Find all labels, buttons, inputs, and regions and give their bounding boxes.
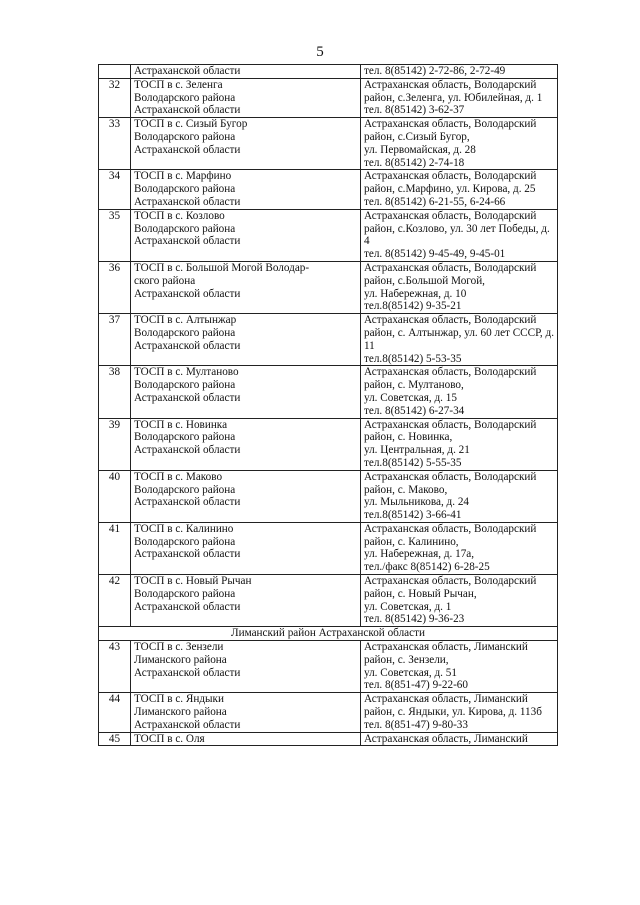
row-number: 39	[99, 418, 131, 470]
office-name: ТОСП в с. Зензели Лиманского района Астраханской области	[131, 641, 361, 693]
office-name: ТОСП в с. Мултаново Володарского района Астраханской области	[131, 366, 361, 418]
office-address: Астраханская область, Володарский район, с. Новый Рычан, ул. Советская, д. 1 тел. 8(85142) 9-36-23	[361, 575, 558, 627]
office-name: ТОСП в с. Марфино Володарского района Астраханской области	[131, 170, 361, 209]
office-address: Астраханская область, Лиманский район, с. Зензели, ул. Советская, д. 51 тел. 8(851-47) 9-22-60	[361, 641, 558, 693]
registry-table	[98, 64, 558, 746]
row-number: 38	[99, 366, 131, 418]
row-number: 37	[99, 314, 131, 366]
office-name: ТОСП в с. Калинино Володарского района Астраханской области	[131, 522, 361, 574]
office-address: Астраханская область, Володарский район, с.Зеленга, ул. Юбилейная, д. 1 тел. 8(85142) 3-62-37	[361, 78, 558, 117]
office-address: Астраханская область, Володарский район, с.Марфино, ул. Кирова, д. 25 тел. 8(85142) 6-21-55, 6-24-66	[361, 170, 558, 209]
office-address: Астраханская область, Володарский район, с. Калинино, ул. Набережная, д. 17а, тел./факс 8(85142) 6-28-25	[361, 522, 558, 574]
office-address: Астраханская область, Володарский район, с.Козлово, ул. 30 лет Победы, д. 4 тел. 8(85142) 9-45-49, 9-45-01	[361, 209, 558, 261]
table-row	[99, 78, 558, 117]
table-row	[99, 641, 558, 693]
office-address: Астраханская область, Володарский район, с. Алтынжар, ул. 60 лет СССР, д. 11 тел.8(85142) 5-53-35	[361, 314, 558, 366]
office-address: Астраханская область, Володарский район, с.Большой Могой, ул. Набережная, д. 10 тел.8(85142) 9-35-21	[361, 261, 558, 313]
registry-table-body	[99, 65, 558, 746]
row-number: 32	[99, 78, 131, 117]
office-address: Астраханская область, Володарский район, с.Сизый Бугор, ул. Первомайская, д. 28 тел. 8(85142) 2-74-18	[361, 118, 558, 170]
office-name: ТОСП в с. Яндыки Лиманского района Астраханской области	[131, 693, 361, 732]
table-row	[99, 261, 558, 313]
row-number: 35	[99, 209, 131, 261]
row-number	[99, 65, 131, 79]
row-number: 43	[99, 641, 131, 693]
table-row	[99, 575, 558, 627]
row-number: 33	[99, 118, 131, 170]
row-number: 42	[99, 575, 131, 627]
page-number: 5	[316, 44, 324, 60]
office-address: тел. 8(85142) 2-72-86, 2-72-49	[361, 65, 558, 79]
table-row	[99, 470, 558, 522]
office-address: Астраханская область, Володарский район, с. Маково, ул. Мыльникова, д. 24 тел.8(85142) 3-66-41	[361, 470, 558, 522]
office-address: Астраханская область, Лиманский район, с. Яндыки, ул. Кирова, д. 113б тел. 8(851-47) 9-80-33	[361, 693, 558, 732]
office-address: Астраханская область, Володарский район, с. Новинка, ул. Центральная, д. 21 тел.8(85142) 5-55-35	[361, 418, 558, 470]
office-name: Астраханской области	[131, 65, 361, 79]
table-row	[99, 366, 558, 418]
table-row	[99, 693, 558, 732]
section-row	[99, 627, 558, 641]
row-number: 44	[99, 693, 131, 732]
office-name: ТОСП в с. Оля	[131, 732, 361, 746]
row-number: 34	[99, 170, 131, 209]
office-name: ТОСП в с. Маково Володарского района Астраханской области	[131, 470, 361, 522]
office-address: Астраханская область, Лиманский	[361, 732, 558, 746]
row-number: 40	[99, 470, 131, 522]
office-name: ТОСП в с. Зеленга Володарского района Астраханской области	[131, 78, 361, 117]
table-row	[99, 65, 558, 79]
row-number: 45	[99, 732, 131, 746]
row-number: 36	[99, 261, 131, 313]
office-name: ТОСП в с. Алтынжар Володарского района Астраханской области	[131, 314, 361, 366]
office-address: Астраханская область, Володарский район, с. Мултаново, ул. Советская, д. 15 тел. 8(85142) 6-27-34	[361, 366, 558, 418]
table-row	[99, 732, 558, 746]
office-name: ТОСП в с. Сизый Бугор Володарского района Астраханской области	[131, 118, 361, 170]
office-name: ТОСП в с. Козлово Володарского района Астраханской области	[131, 209, 361, 261]
office-name: ТОСП в с. Большой Могой Володар- ского района Астраханской области	[131, 261, 361, 313]
table-row	[99, 118, 558, 170]
office-name: ТОСП в с. Новинка Володарского района Астраханской области	[131, 418, 361, 470]
table-row	[99, 209, 558, 261]
table-row	[99, 170, 558, 209]
table-row	[99, 522, 558, 574]
table-row	[99, 314, 558, 366]
office-name: ТОСП в с. Новый Рычан Володарского района Астраханской области	[131, 575, 361, 627]
section-heading: Лиманский район Астраханской области	[99, 627, 558, 641]
row-number: 41	[99, 522, 131, 574]
table-row	[99, 418, 558, 470]
